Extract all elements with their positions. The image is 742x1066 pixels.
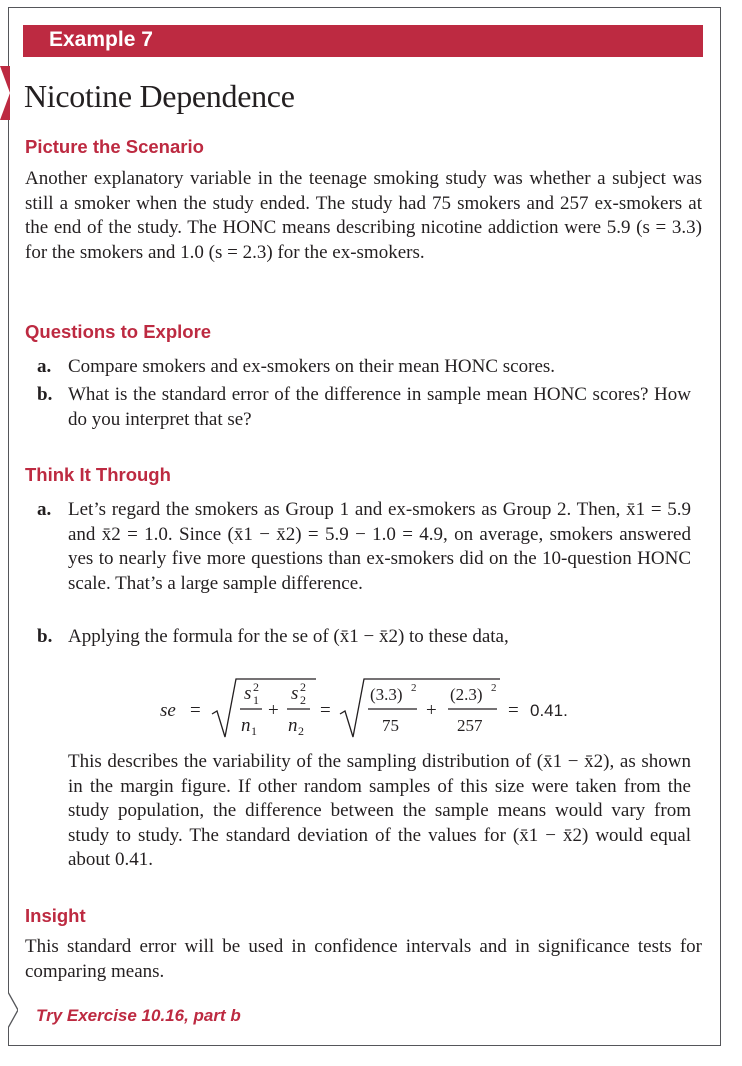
example-banner: [23, 25, 703, 57]
question-b: [37, 383, 691, 432]
try-exercise-link[interactable]: Try Exercise 10.16, part b: [36, 1006, 241, 1025]
formula-plus2: +: [426, 700, 437, 721]
questions-heading: Questions to Explore: [25, 321, 212, 342]
example-title: Nicotine Dependence: [24, 78, 295, 114]
num2: (2.3): [450, 685, 483, 704]
scenario-heading: Picture the Scenario: [25, 136, 204, 157]
s1-sub: 1: [253, 693, 259, 707]
den1: 75: [382, 716, 399, 735]
think-a-label: a.: [37, 499, 52, 520]
formula-eq2: =: [320, 700, 331, 721]
question-a-label: a.: [37, 356, 52, 377]
think-heading: Think It Through: [25, 464, 171, 485]
n1: n: [241, 715, 251, 736]
num1-sup: 2: [411, 682, 417, 694]
think-b-text: Applying the formula for the se of (x̄1 − x̄2) to these data,: [68, 626, 509, 647]
n2: n: [288, 715, 298, 736]
formula-eq3: =: [508, 700, 519, 721]
question-b-label: b.: [37, 384, 53, 405]
think-b-after-text: This describes the variability of the sampling distribution of (x̄1 − x̄2), as shown in the margin figure. If other random samples of this size were taken from the study population, the difference between the sample means would vary from study to study. The standard deviation of the values for (x̄1 − x̄2) would equal about 0.41.: [68, 751, 691, 870]
question-a-text: Compare smokers and ex-smokers on their mean HONC scores.: [68, 356, 556, 377]
example-label: Example 7: [49, 28, 153, 51]
s2-sub: 2: [300, 693, 306, 707]
n1-sub: 1: [251, 724, 257, 738]
insight-heading: Insight: [25, 905, 86, 926]
formula-result: 0.41.: [530, 701, 568, 720]
s1: s: [244, 683, 252, 704]
s1-sup: 2: [253, 680, 259, 694]
think-b-after: [37, 750, 691, 873]
num2-sup: 2: [491, 682, 497, 694]
formula-se: se: [160, 700, 176, 721]
se-formula-svg: [160, 673, 620, 743]
think-a-text: Let’s regard the smokers as Group 1 and ex-smokers as Group 2. Then, x̄1 = 5.9 and x̄2 = 1.0. Since (x̄1 − x̄2) = 5.9 − 1.0 = 4.9, on average, smokers answered yes to nearly five more questions than ex-smokers did on the 10-question HONC scale. That’s a large sample difference.: [68, 499, 691, 594]
bottom-notch: [8, 992, 18, 1028]
num1: (3.3): [370, 685, 403, 704]
insight-text: This standard error will be used in confidence intervals and in significance tests for comparing means.: [25, 936, 702, 982]
den2: 257: [457, 716, 483, 735]
formula-plus1: +: [268, 700, 279, 721]
think-a: [37, 498, 691, 596]
se-formula: [160, 673, 620, 743]
formula-eq1: =: [190, 700, 201, 721]
s2: s: [291, 683, 299, 704]
side-tab-notch: [0, 66, 10, 120]
think-b: [37, 625, 691, 650]
s2-sup: 2: [300, 680, 306, 694]
question-a: [37, 355, 691, 380]
n2-sub: 2: [298, 724, 304, 738]
question-b-text: What is the standard error of the difference in sample mean HONC scores? How do you interpret that se?: [68, 384, 691, 430]
scenario-text: Another explanatory variable in the teenage smoking study was whether a subject was still a smoker when the study ended. The study had 75 smokers and 257 ex-smokers at the end of the study. The HONC means describing nicotine addiction were 5.9 (s = 3.3) for the smokers and 1.0 (s = 2.3) for the ex-smokers.: [25, 168, 702, 263]
think-b-label: b.: [37, 626, 53, 647]
